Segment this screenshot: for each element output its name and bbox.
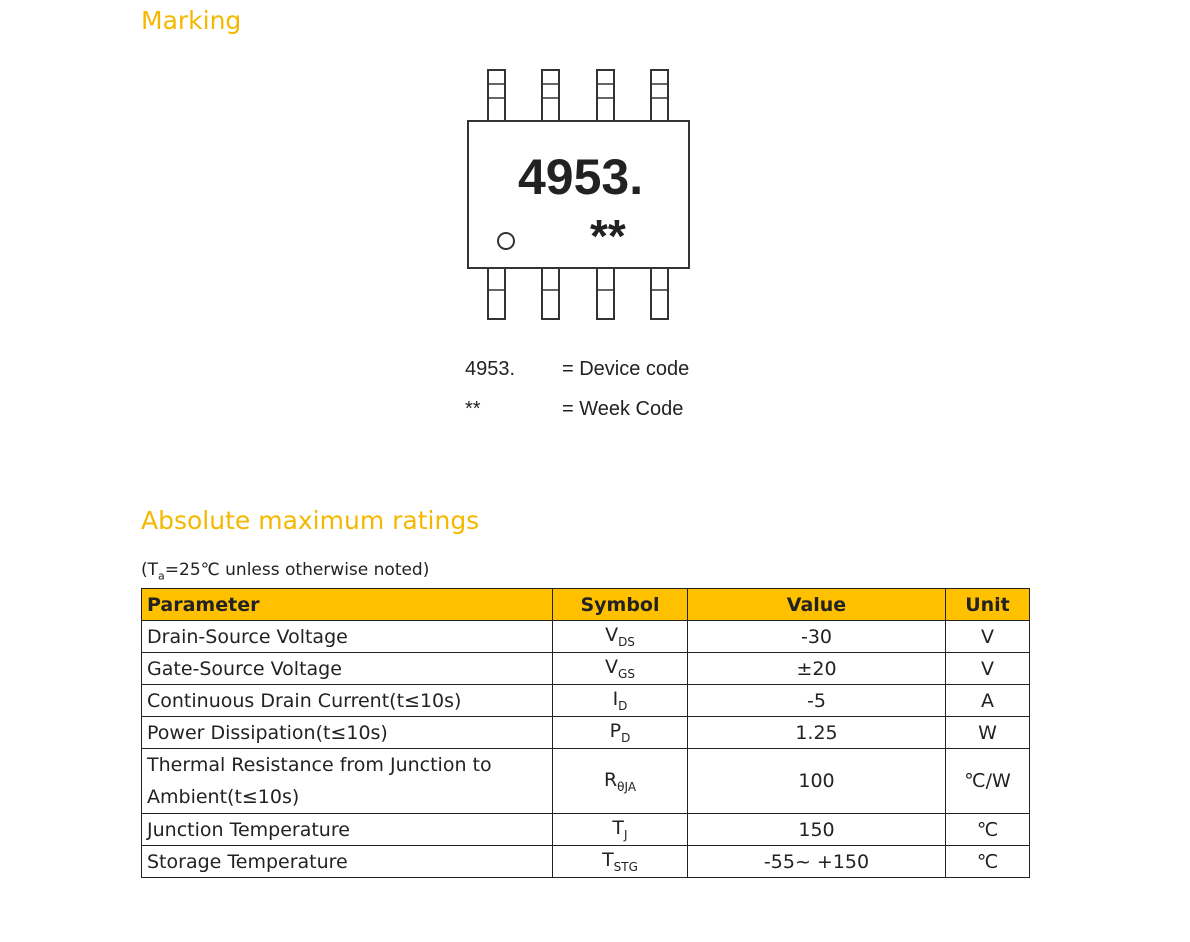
chip-week-code: **	[590, 210, 626, 262]
ratings-condition: ($T_a=25℃$ unless otherwise noted)	[141, 560, 430, 583]
cell-unit: W	[946, 717, 1030, 749]
cell-value: -30	[688, 621, 946, 653]
table-header-row	[142, 589, 1030, 621]
cell-value: -55~ +150	[688, 846, 946, 878]
cell-unit: V	[946, 621, 1030, 653]
cell-value: 100	[688, 749, 946, 814]
cell-parameter: Storage Temperature	[142, 846, 553, 878]
header-symbol: Symbol	[553, 589, 688, 621]
cell-unit: ℃	[946, 814, 1030, 846]
cell-parameter: Power Dissipation(t≤10s)	[142, 717, 553, 749]
cell-symbol: $I_D$	[553, 685, 688, 717]
cell-unit: A	[946, 685, 1030, 717]
cell-parameter: Thermal Resistance from Junction to Ambient(t≤10s)	[142, 749, 553, 814]
cell-symbol: $R_{\theta JA}$	[553, 749, 688, 814]
header-value: Value	[688, 589, 946, 621]
cell-value: 150	[688, 814, 946, 846]
legend-code-2: **	[465, 398, 481, 420]
table-row	[142, 717, 1030, 749]
chip-pin	[488, 268, 505, 319]
ratings-heading: Absolute maximum ratings	[141, 506, 480, 535]
table-row	[142, 653, 1030, 685]
table-row	[142, 814, 1030, 846]
cell-symbol: $T_{STG}$	[553, 846, 688, 878]
cell-symbol: $V_{DS}$	[553, 621, 688, 653]
cell-parameter: Junction Temperature	[142, 814, 553, 846]
marking-heading: Marking	[141, 6, 242, 35]
table-row	[142, 685, 1030, 717]
chip-package-diagram	[0, 0, 1190, 460]
cell-unit: V	[946, 653, 1030, 685]
cell-value: 1.25	[688, 717, 946, 749]
chip-pin	[542, 268, 559, 319]
cell-parameter: Continuous Drain Current(t≤10s)	[142, 685, 553, 717]
chip-pin	[488, 70, 505, 121]
legend-desc-2: = Week Code	[562, 398, 684, 420]
chip-pin	[542, 70, 559, 121]
cell-symbol: $V_{GS}$	[553, 653, 688, 685]
chip-pin	[651, 268, 668, 319]
chip-device-code: 4953.	[518, 149, 644, 205]
header-parameter: Parameter	[142, 589, 553, 621]
legend-code-1: 4953.	[465, 358, 516, 380]
cell-symbol: $P_D$	[553, 717, 688, 749]
cell-parameter: Drain-Source Voltage	[142, 621, 553, 653]
ratings-table	[141, 588, 1030, 878]
cell-parameter: Gate-Source Voltage	[142, 653, 553, 685]
header-unit: Unit	[946, 589, 1030, 621]
cell-unit: ℃	[946, 846, 1030, 878]
chip-pin	[597, 70, 614, 121]
cell-symbol: $T_J$	[553, 814, 688, 846]
chip-pin	[597, 268, 614, 319]
cell-value: ±20	[688, 653, 946, 685]
cell-value: -5	[688, 685, 946, 717]
cell-unit: ℃/W	[946, 749, 1030, 814]
table-row	[142, 621, 1030, 653]
table-row	[142, 749, 1030, 814]
legend-desc-1: = Device code	[562, 358, 690, 380]
table-row	[142, 846, 1030, 878]
chip-pin	[651, 70, 668, 121]
